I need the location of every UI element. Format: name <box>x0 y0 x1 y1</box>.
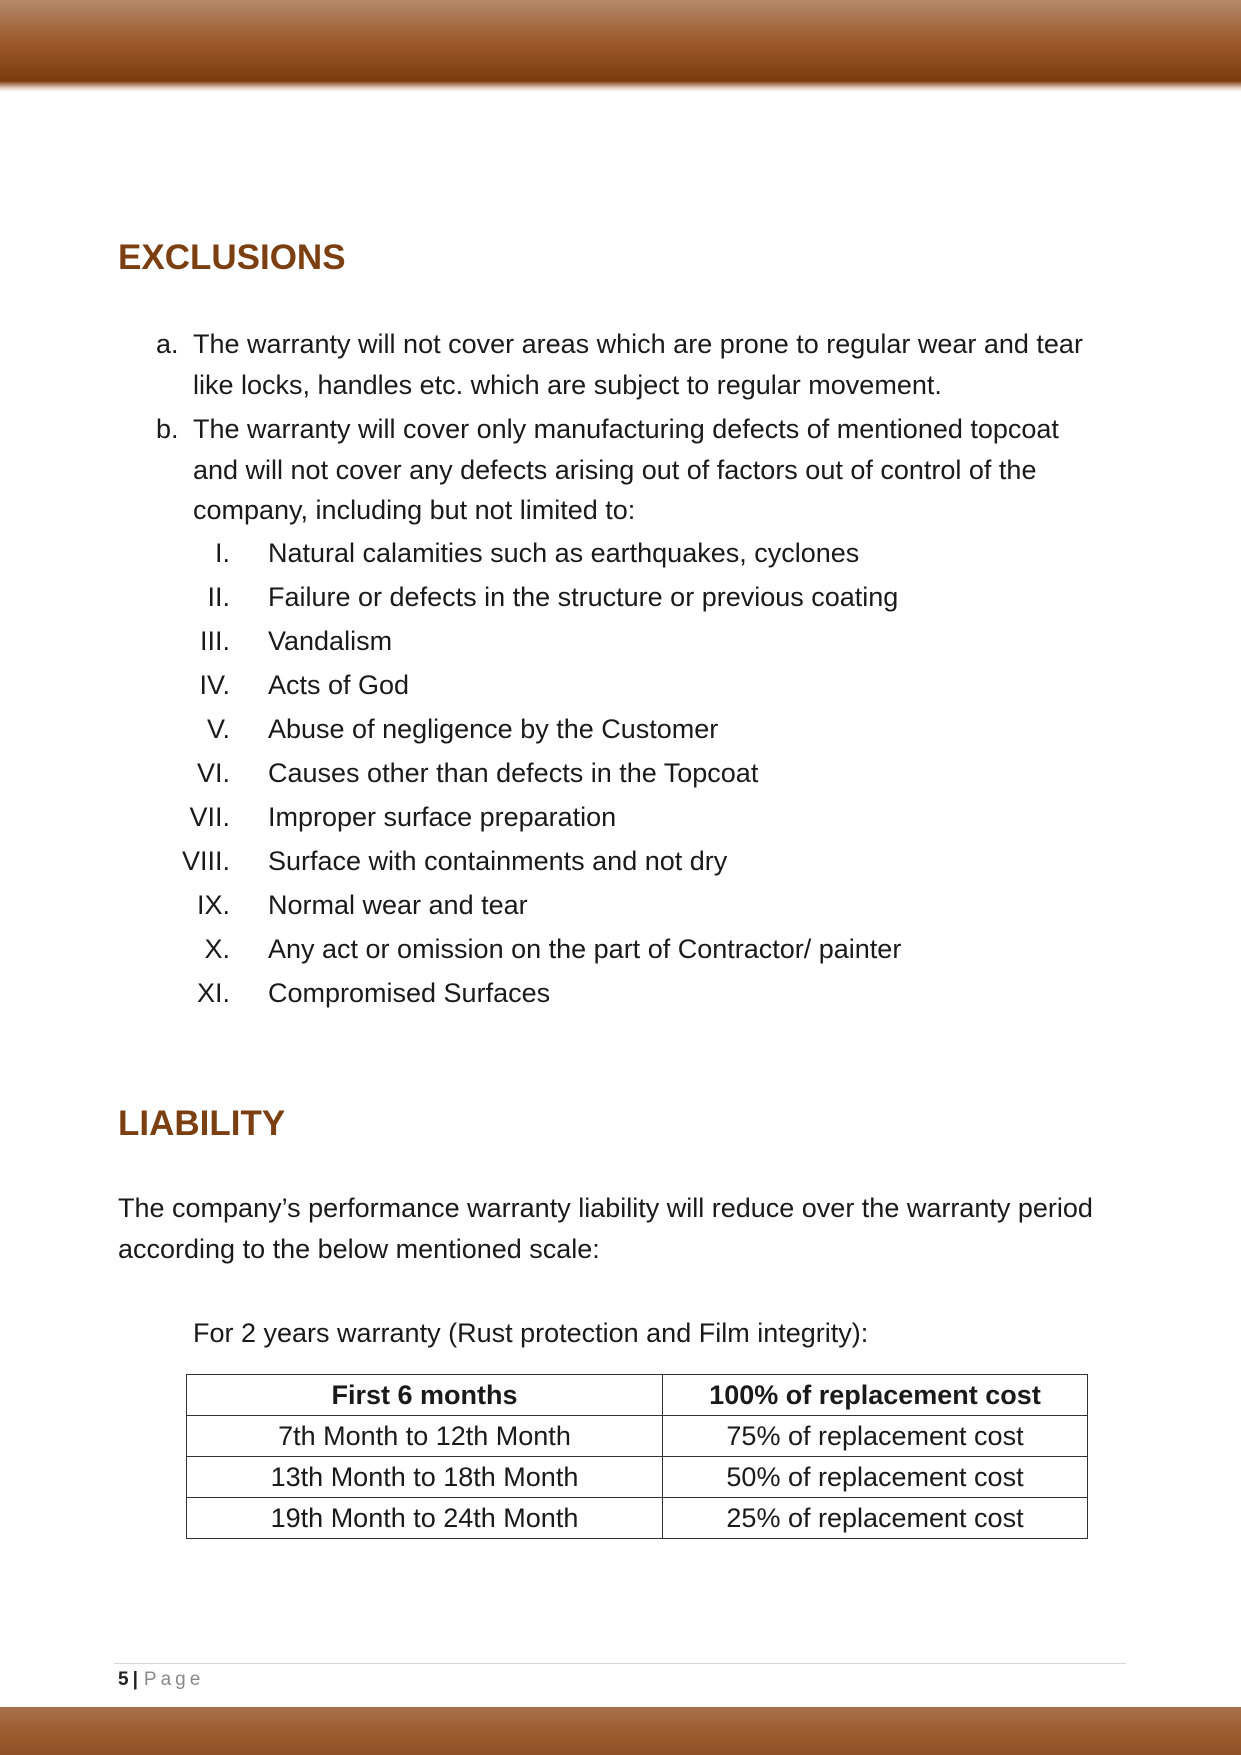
list-item-text: Vandalism <box>268 625 393 656</box>
table-cell: 13th Month to 18th Month <box>187 1457 663 1498</box>
list-marker: II. <box>207 581 230 612</box>
list-marker: b. <box>156 414 179 444</box>
list-marker: X. <box>204 933 230 964</box>
list-item <box>118 971 1098 1015</box>
list-item-text: Any act or omission on the part of Contractor/ painter <box>268 933 902 964</box>
table-cell: First 6 months <box>187 1375 663 1416</box>
liability-intro: The company’s performance warranty liability will reduce over the warranty period according to the below mentioned scale: <box>118 1193 1093 1264</box>
table-row <box>187 1416 1088 1457</box>
list-item-text: Natural calamities such as earthquakes, cyclones <box>268 537 860 568</box>
liability-scale-table <box>186 1374 1088 1539</box>
page-footer <box>118 1667 204 1693</box>
exclusion-item-b <box>118 409 1098 1015</box>
list-item <box>118 795 1098 839</box>
table-cell: 7th Month to 12th Month <box>187 1416 663 1457</box>
table-cell: 25% of replacement cost <box>663 1498 1088 1539</box>
table-cell: 50% of replacement cost <box>663 1457 1088 1498</box>
page-number: 5 <box>118 1669 129 1690</box>
footer-divider <box>114 1663 1126 1664</box>
list-marker: XI. <box>196 977 230 1008</box>
list-marker: IX. <box>196 889 230 920</box>
table-cell: 100% of replacement cost <box>663 1375 1088 1416</box>
list-item-text: Causes other than defects in the Topcoat <box>268 757 759 788</box>
header-band <box>0 0 1241 92</box>
page-label: Page <box>143 1669 205 1690</box>
table-cell: 19th Month to 24th Month <box>187 1498 663 1539</box>
list-marker: V. <box>206 713 230 744</box>
list-item <box>118 531 1098 575</box>
list-item <box>118 663 1098 707</box>
list-marker: a. <box>156 329 179 359</box>
exclusions-list <box>118 324 1098 1019</box>
list-item-text: Failure or defects in the structure or previous coating <box>268 581 899 612</box>
list-item-text: Abuse of negligence by the Customer <box>268 713 719 744</box>
table-cell: 75% of replacement cost <box>663 1416 1088 1457</box>
list-marker: VII. <box>189 801 230 832</box>
exclusion-text: The warranty will not cover areas which are prone to regular wear and tear like locks, handles etc. which are subject to regular movement. <box>193 329 1083 400</box>
table-row <box>187 1498 1088 1539</box>
list-item <box>118 751 1098 795</box>
liability-heading: LIABILITY <box>118 1104 286 1143</box>
list-marker: I. <box>214 537 230 568</box>
list-item-text: Normal wear and tear <box>268 889 528 920</box>
exclusions-heading: EXCLUSIONS <box>118 238 346 277</box>
list-marker: IV. <box>199 669 230 700</box>
list-item-text: Improper surface preparation <box>268 801 617 832</box>
exclusion-item-a <box>118 324 1098 405</box>
list-marker: III. <box>199 625 230 656</box>
list-item-text: Compromised Surfaces <box>268 977 551 1008</box>
list-item-text: Surface with containments and not dry <box>268 845 728 876</box>
list-item-text: Acts of God <box>268 669 410 700</box>
table-caption: For 2 years warranty (Rust protection and Film integrity): <box>193 1318 869 1348</box>
list-item <box>118 883 1098 927</box>
exclusion-text: The warranty will cover only manufacturing defects of mentioned topcoat and will not cover any defects arising out of factors out of control of the company, including but not limited to: <box>193 414 1059 525</box>
list-item <box>118 575 1098 619</box>
list-item <box>118 707 1098 751</box>
list-marker: VI. <box>196 757 230 788</box>
list-item <box>118 927 1098 971</box>
list-item <box>118 619 1098 663</box>
table-row <box>187 1375 1088 1416</box>
list-marker: VIII. <box>181 845 230 876</box>
table-row <box>187 1457 1088 1498</box>
exclusion-sub-list <box>181 531 1098 1015</box>
list-item <box>118 839 1098 883</box>
footer-band <box>0 1707 1241 1755</box>
page-separator: | <box>132 1669 138 1690</box>
